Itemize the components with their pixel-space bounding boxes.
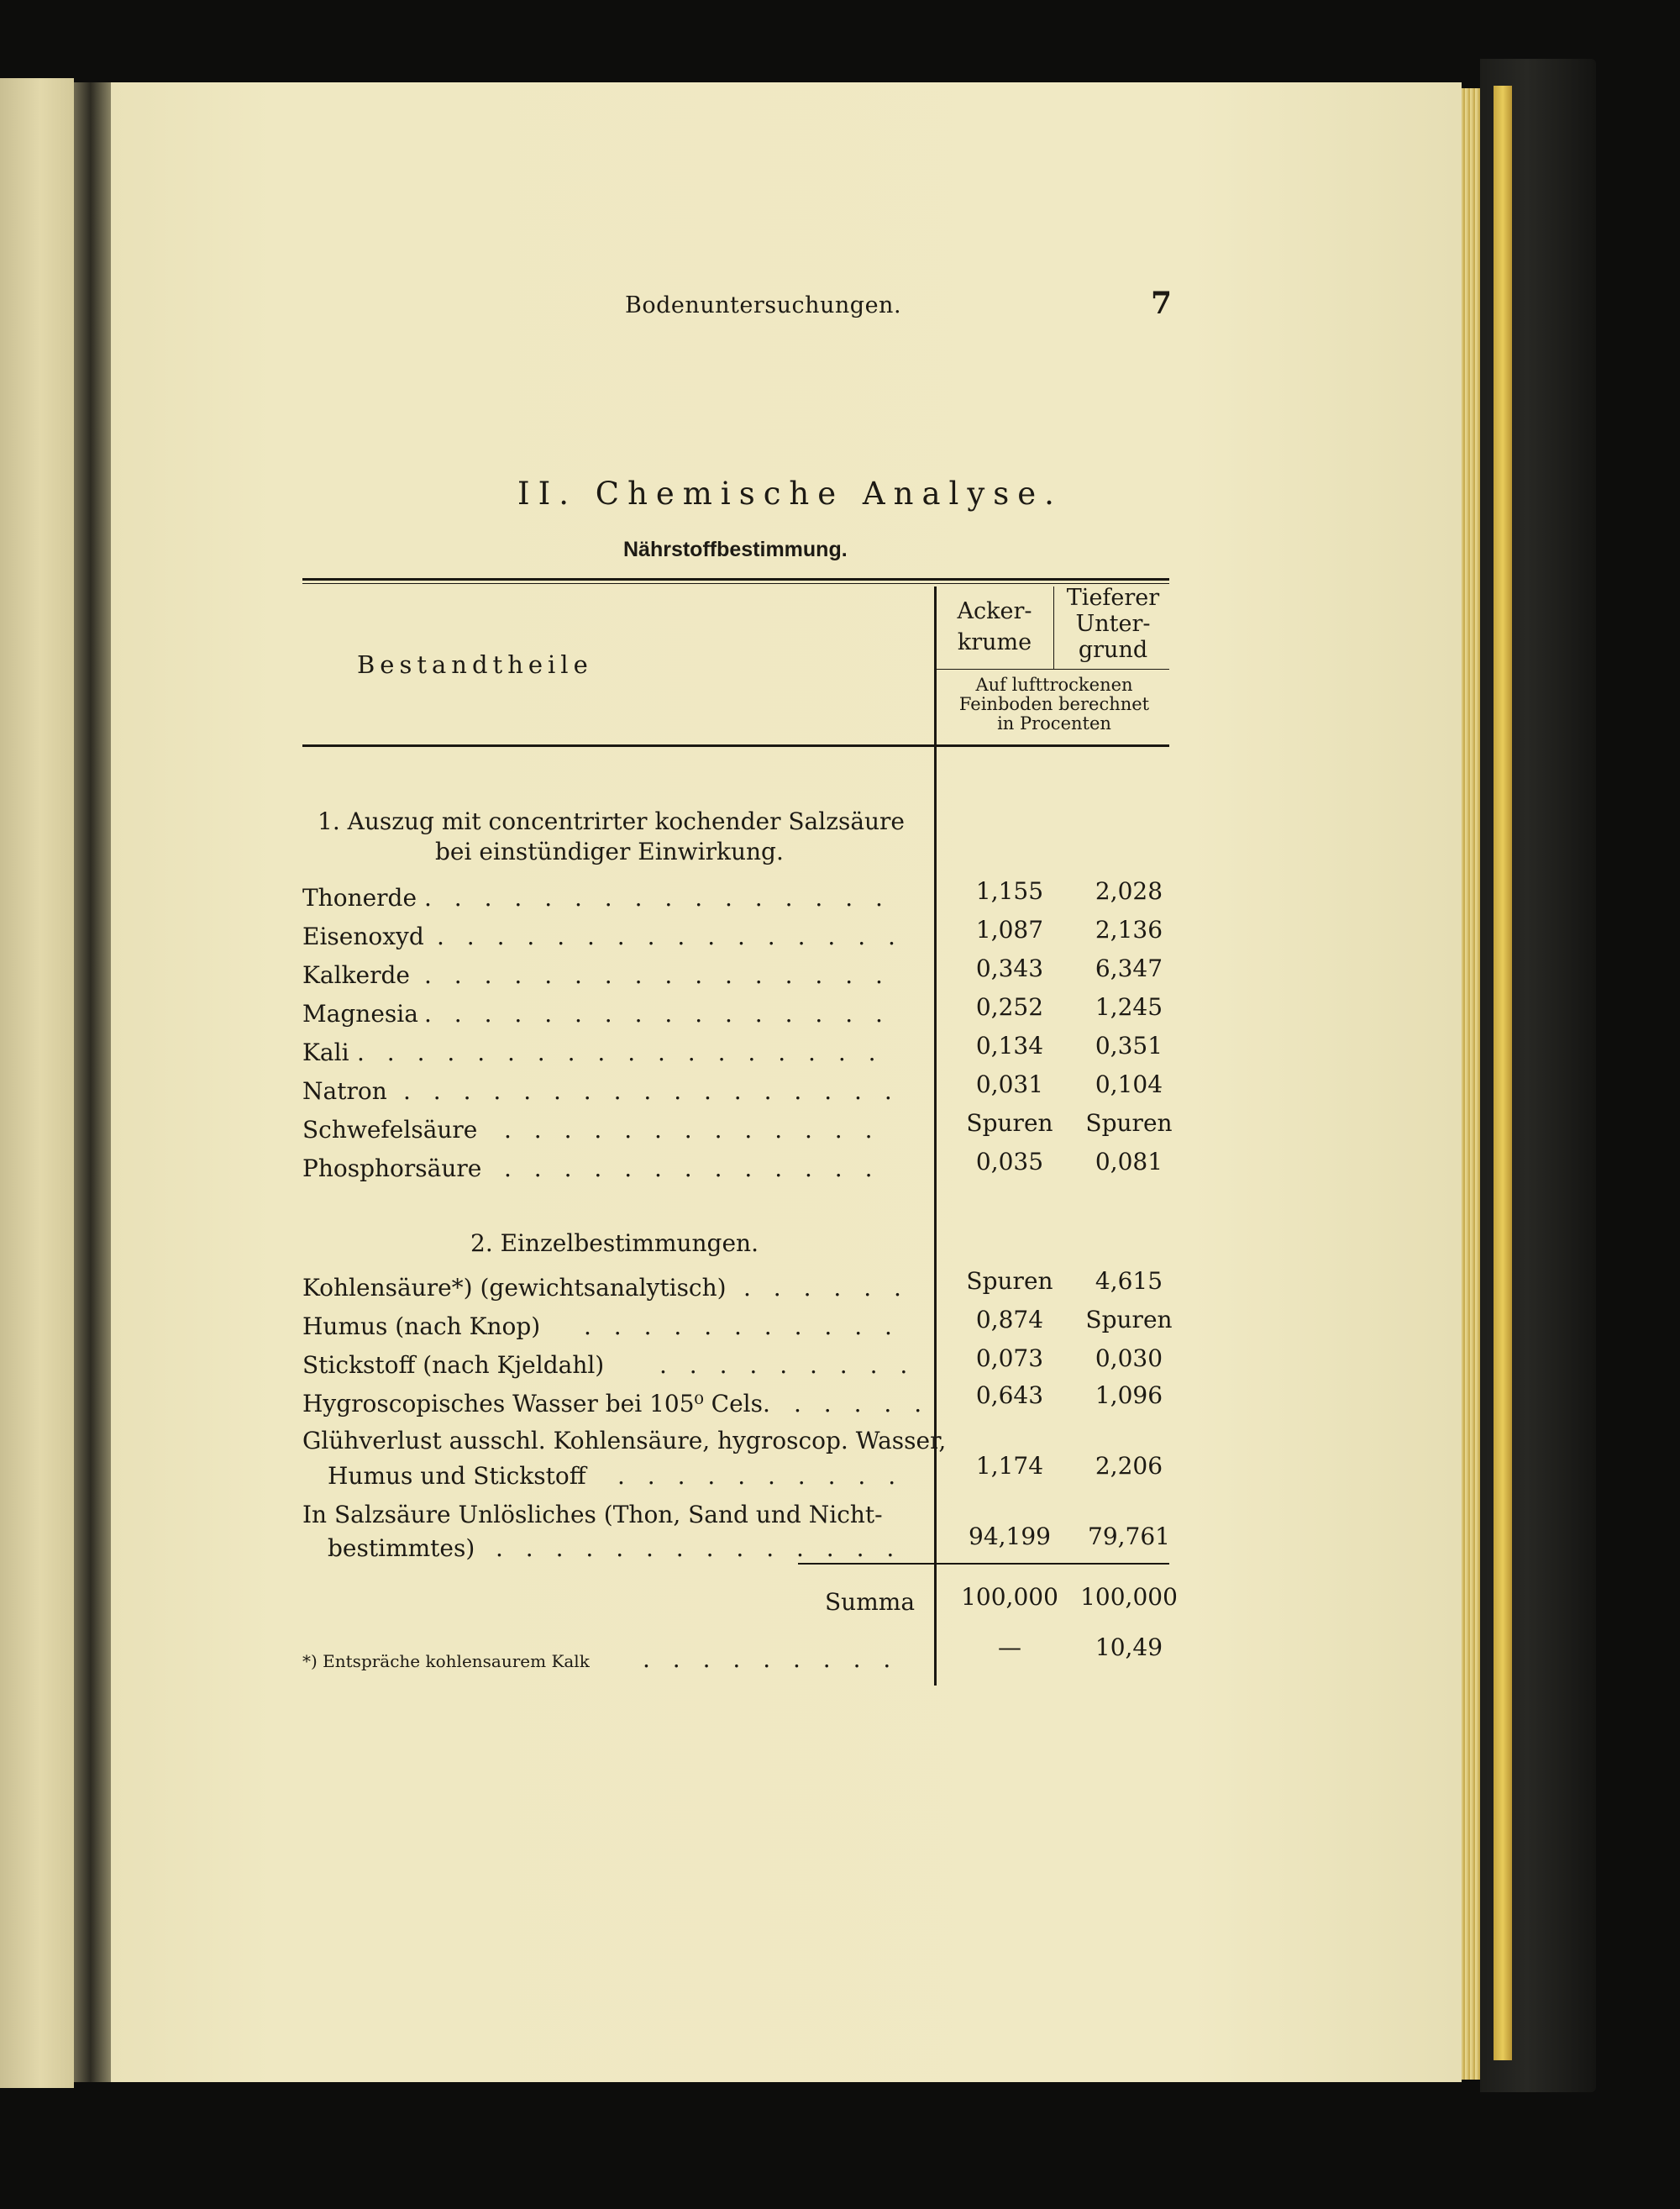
column-header-untergrund: Tieferer Unter- grund [1066,585,1160,663]
leader-dots: . . . . . . . . . . . . . . . . [424,1000,890,1028]
table-top-rule [302,578,1169,581]
page-edges [1462,88,1480,2080]
value-untergrund: 4,615 [1095,1267,1163,1295]
value-ackerkrume: Spuren [966,1109,1053,1137]
subsection-title: Nährstoffbestimmung. [623,538,848,561]
header-bottom-rule [302,744,1169,747]
group1-title-line1: 1. Auszug mit concentrirter kochender Salzsäure [318,807,906,835]
header-divider [936,669,1169,670]
row-label: Thonerde [302,884,417,912]
value-ackerkrume: 0,343 [975,955,1044,982]
leader-dots: . . . . . . . . . . . . . . . . . . [357,1039,884,1066]
row-label: Phosphorsäure [302,1154,482,1182]
row-label: In Salzsäure Unlösliches (Thon, Sand und Nicht- [302,1501,883,1528]
value-untergrund: 0,081 [1095,1148,1163,1176]
section-title: II. Chemische Analyse. [517,476,1063,512]
cover-gilt-edge [1494,86,1512,2060]
value-untergrund: Spuren [1085,1109,1173,1137]
value-untergrund: 2,136 [1095,916,1163,944]
value-untergrund: 0,030 [1095,1344,1163,1372]
row-label: Stickstoff (nach Kjeldahl) [302,1351,605,1379]
table-top-rule-thin [302,583,1169,584]
leader-dots: . . . . . . . . . . . . . [504,1154,880,1182]
value-ackerkrume: 94,199 [969,1523,1051,1550]
leader-dots: . . . . . . [743,1274,909,1302]
leader-dots: . . . . . . . . . . . [584,1312,900,1340]
leader-dots: . . . . . . . . . . . . . . . . [424,884,890,912]
row-label: Eisenoxyd [302,923,424,950]
summa-label: Summa [825,1588,916,1616]
row-label: Kohlensäure*) (gewichtsanalytisch) [302,1274,727,1302]
leader-dots: . . . . . . . . . . . . . . . . . [403,1077,900,1105]
value-ackerkrume: 1,155 [975,877,1044,905]
row-label: Humus (nach Knop) [302,1312,541,1340]
value-ackerkrume: 0,134 [975,1032,1044,1060]
value-ackerkrume: 0,073 [975,1344,1044,1372]
table-column-divider [934,586,937,1686]
unit-note: Auf lufttrockenen Feinboden berechnet in Procenten [958,675,1150,734]
header-column-divider [1053,586,1054,669]
value-ackerkrume: 1,174 [975,1452,1044,1480]
row-label: Kali [302,1039,349,1066]
value-untergrund: 2,028 [1095,877,1163,905]
leader-dots: . . . . . . . . . . . . . . . . [437,923,903,950]
summa-untergrund: 100,000 [1080,1583,1178,1611]
row-label: Hygroscopisches Wasser bei 105⁰ Cels. [302,1390,770,1417]
value-untergrund: 2,206 [1095,1452,1163,1480]
leader-dots: . . . . . . . . . . [617,1462,904,1490]
leader-dots: . . . . . . . . . . . . . . . . [424,961,890,989]
leader-dots: . . . . . . . . . [643,1645,899,1673]
value-ackerkrume: Spuren [966,1267,1053,1295]
summa-ackerkrume: 100,000 [961,1583,1058,1611]
row-label: Schwefelsäure [302,1116,478,1144]
page-number: 7 [1151,286,1173,321]
value-untergrund: 6,347 [1095,955,1163,982]
value-ackerkrume: 0,035 [975,1148,1044,1176]
footnote-untergrund: 10,49 [1095,1633,1163,1661]
left-page-edge [0,78,74,2088]
value-untergrund: 0,104 [1095,1070,1163,1098]
value-untergrund: 0,351 [1095,1032,1163,1060]
group2-title: 2. Einzelbestimmungen. [470,1229,759,1257]
footnote: *) Entspräche kohlensaurem Kalk [302,1651,590,1671]
row-label-continued: bestimmtes) [328,1534,475,1562]
value-ackerkrume: 1,087 [975,916,1044,944]
leader-dots: . . . . . . . . . [659,1351,916,1379]
row-header: Bestandtheile [357,650,593,679]
row-label: Natron [302,1077,387,1105]
value-ackerkrume: 0,643 [975,1381,1044,1409]
row-label: Glühverlust ausschl. Kohlensäure, hygroscop. Wasser, [302,1427,947,1454]
column-header-ackerkrume: Acker- krume [957,598,1032,655]
footnote-ackerkrume: — [998,1633,1021,1661]
value-untergrund: Spuren [1085,1306,1173,1333]
value-untergrund: 79,761 [1088,1523,1170,1550]
row-label: Kalkerde [302,961,410,989]
value-ackerkrume: 0,031 [975,1070,1044,1098]
row-label-continued: Humus und Stickstoff [328,1462,586,1490]
value-ackerkrume: 0,252 [975,993,1044,1021]
summa-rule [798,1563,1169,1565]
leader-dots: . . . . . . . . . . . . . [504,1116,880,1144]
group1-title-line2: bei einstündiger Einwirkung. [435,838,784,865]
book-gutter [74,82,111,2082]
value-untergrund: 1,096 [1095,1381,1163,1409]
running-head: Bodenuntersuchungen. [625,292,902,318]
value-ackerkrume: 0,874 [975,1306,1044,1333]
leader-dots: . . . . . [794,1390,930,1417]
value-untergrund: 1,245 [1095,993,1163,1021]
leader-dots: . . . . . . . . . . . . . . [496,1534,902,1562]
row-label: Magnesia [302,1000,418,1028]
